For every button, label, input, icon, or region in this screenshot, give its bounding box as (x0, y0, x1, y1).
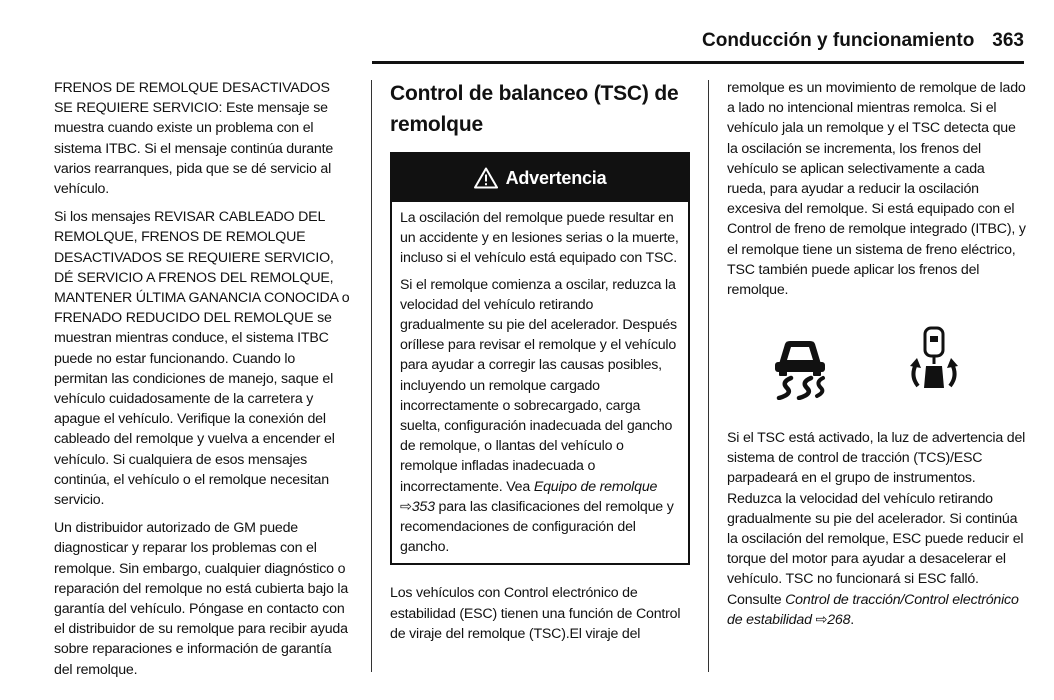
warning-box (390, 152, 690, 565)
paragraph-tsc-active (727, 428, 1027, 630)
warning-paragraph-1: La oscilación del remolque puede resultar en un accidente y en lesiones serias o la muerte, incluso si el vehículo está equipado con TSC. (400, 210, 679, 267)
column-3-lower (727, 428, 1027, 638)
sentence-end: . (850, 611, 855, 628)
paragraph-messages: Si los mensajes REVISAR CABLEADO DEL REMOLQUE, FRENOS DE REMOLQUE DESACTIVADOS SE REQUIERE SERVICIO, DÉ SERVICIO A FRENOS DEL REMOLQUE, MANTENER ÚLTIMA GANANCIA CONOCIDA o FRENADO REDUCIDO DEL REMOLQUE se muestran mientras conduce, el sistema ITBC puede no estar funcionando. Cuando lo permitan las condiciones de manejo, saque el vehículo cuidadosamente de la carretera y apague el vehículo. Verifique la conexión del cableado del remolque y vuelva a encender el vehículo. Si cualquiera de esos mensajes continúa, el vehículo o el remolque necesitan servicio. (54, 209, 350, 509)
paragraph-esc-tsc: Los vehículos con Control electrónico de estabilidad (ESC) tienen una función de Control de viraje del remolque (TSC).El viraje del (390, 585, 681, 642)
paragraph-itbc-service: FRENOS DE REMOLQUE DESACTIVADOS SE REQUIERE SERVICIO: Este mensaje se muestra cuando existe un problema con el sistema ITBC. Si el mensaje continúa durante varios rearranques, pida que se dé servicio al vehículo. (54, 80, 334, 198)
page-number: 363 (992, 30, 1024, 51)
header-rule (372, 61, 1024, 64)
running-header (700, 30, 1026, 56)
paragraph-sway-explanation: remolque es un movimiento de remolque de lado a lado no intencional mientras remolca. Si el vehículo jala un remolque y el TSC detecta que la oscilación se incrementa, los frenos del vehículo se aplican selectivamente a cada rueda, para ayudar a reducir la oscilación excesiva del remolque. Si está equipado con el Control de freno de remolque integrado (ITBC), y el remolque tiene un sistema de freno eléctrico, TSC también puede aplicar los frenos del remolque. (727, 80, 1026, 299)
page-arrow-icon: ⇨ (400, 498, 412, 515)
cross-reference-link[interactable]: Equipo de remolque (533, 478, 658, 495)
warning-text: Si el remolque comienza a oscilar, reduzca la velocidad del vehículo retirando gradualmente su pie del acelerador. Después oríllese para revisar el remolque y el vehículo para ayudar a corregir las causas posibles, incluyendo un remolque cargado incorrectamente o sobrecargado, carga suelta, configuración inadecuada del gancho de remolque, o llantas del vehículo o remolque infladas inadecuada o incorrectamente. Vea (400, 276, 677, 495)
indicator-icons (727, 330, 1027, 410)
cross-reference-page[interactable]: 268 (827, 611, 851, 628)
warning-triangle-icon (474, 167, 498, 189)
page-arrow-icon: ⇨ (815, 611, 828, 628)
column-divider-right (708, 80, 709, 672)
warning-header (392, 154, 688, 202)
warning-paragraph-2 (400, 275, 680, 558)
section-title: Conducción y funcionamiento (702, 30, 975, 51)
paragraph-dealer: Un distribuidor autorizado de GM puede diagnosticar y reparar los problemas con el remolque. Sin embargo, cualquier diagnóstico o reparación del remolque no está cubierta bajo la garantía del vehículo. Póngase en contacto con el distribuidor de su remolque para recibir ayuda sobre reparaciones e información de garantía del remolque. (54, 520, 349, 678)
tsc-active-text: Si el TSC está activado, la luz de advertencia del sistema de control de tracción (TCS)/ESC parpadeará en el grupo de instrumentos. Reduzca la velocidad del vehículo retirando gradualmente su pie del acelerador. Si continúa la oscilación del remolque, ESC puede reducir el torque del motor para ayudar a desacelerar el vehículo. TSC no funcionará si ESC falló. Consulte (727, 430, 1026, 608)
column-3 (727, 78, 1027, 308)
warning-body (392, 202, 688, 563)
column-divider-left (371, 80, 372, 672)
warning-title: Advertencia (505, 167, 607, 188)
section-heading: Control de balanceo (TSC) de remolque (390, 82, 679, 136)
cross-reference-link[interactable]: Control de tracción/Control electrónico de estabilidad (727, 591, 1019, 628)
traction-control-icon (765, 330, 835, 400)
cross-reference-page[interactable]: 353 (411, 498, 435, 515)
column-1 (54, 78, 352, 688)
trailer-sway-icon (904, 324, 964, 394)
column-2 (390, 78, 690, 652)
warning-text-tail: para las clasificaciones del remolque y recomendaciones de configuración del gancho. (400, 498, 674, 556)
